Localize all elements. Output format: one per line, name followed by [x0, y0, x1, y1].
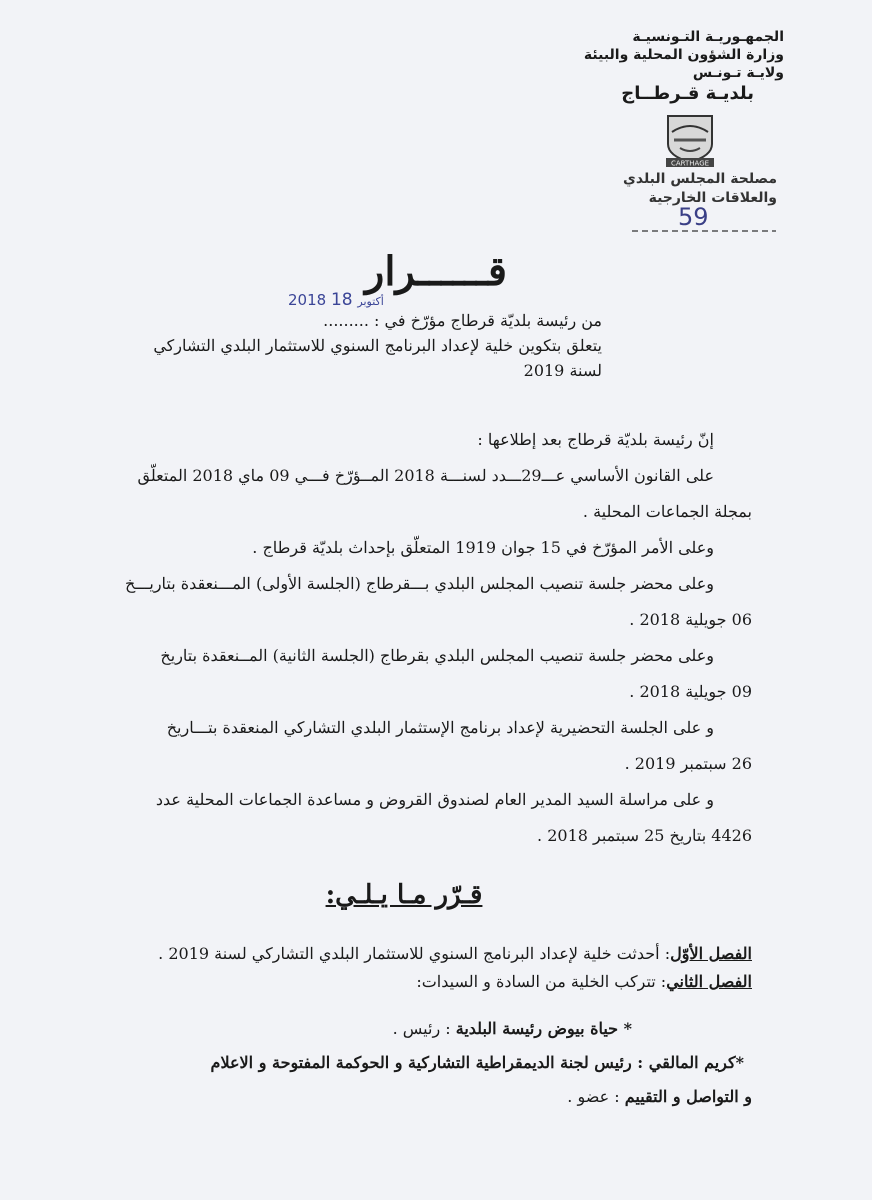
- considerations: [112, 422, 752, 854]
- members-list: [112, 1012, 752, 1114]
- consideration-line: و على الجلسة التحضيرية لإعداد برنامج الإستثمار البلدي التشاركي المنعقدة بتـــاريخ: [166, 718, 714, 737]
- member-2-cont: [112, 1080, 752, 1114]
- member-1: [112, 1012, 752, 1046]
- stamp-day: 18: [330, 290, 353, 310]
- member-2: [112, 1046, 862, 1080]
- consideration-line: على القانون الأساسي عـــ29ـــدد لسنـــة 2018 المــؤرّخ فـــي 09 ماي 2018 المتعلّق: [137, 466, 714, 485]
- stamp-month: أكتوبر: [357, 295, 384, 308]
- governorate-line: ولايـة تـونـس: [692, 65, 784, 81]
- consideration-line: 09 جويلية 2018 .: [629, 682, 752, 701]
- consideration-line: وعلى محضر جلسة تنصيب المجلس البلدي بـــقرطاج (الجلسة الأولى) المـــنعقدة بتاريـــخ: [124, 574, 714, 593]
- article-1-text: : أحدثت خلية لإعداد البرنامج السنوي للاستثمار البلدي التشاركي لسنة 2019 .: [158, 944, 671, 963]
- member-1-name: * حياة بيوض رئيسة البلدية: [455, 1019, 632, 1038]
- carthage-logo: [658, 110, 722, 170]
- service-line-1: مصلحة المجلس البلدي: [623, 171, 777, 187]
- article-2-text: : تتركب الخلية من السادة و السيدات:: [416, 972, 667, 991]
- consideration-line: و على مراسلة السيد المدير العام لصندوق القروض و مساعدة الجماعات المحلية عدد: [155, 790, 714, 809]
- consideration-line: إنّ رئيسة بلديّة قرطاج بعد إطلاعها :: [477, 430, 714, 449]
- consideration-line: وعلى محضر جلسة تنصيب المجلس البلدي بقرطاج (الجلسة الثانية) المــنعقدة بتاريخ: [160, 646, 714, 665]
- consideration-line: بمجلة الجماعات المحلية .: [582, 502, 752, 521]
- decision-heading: قـرّر مـا يـلـي:: [325, 880, 483, 910]
- article-1-label: الفصل الأوّل: [670, 944, 752, 963]
- reference-number-line: [630, 205, 780, 231]
- decree-intro: [122, 308, 602, 383]
- reference-number: 59: [678, 203, 709, 231]
- subject-line-1: يتعلق بتكوين خلية لإعداد البرنامج السنوي للاستثمار البلدي التشاركي: [153, 336, 602, 355]
- municipality-line: بلديـة قـرطــاج: [621, 83, 754, 104]
- stamp-year: 2018: [288, 291, 327, 309]
- member-1-role: : رئيس .: [392, 1019, 451, 1038]
- document-title: قــــــرار: [365, 248, 507, 295]
- service-line-2: والعلاقات الخارجية: [648, 190, 777, 206]
- date-stamp: [288, 290, 384, 310]
- consideration-line: 4426 بتاريخ 25 سبتمبر 2018 .: [537, 826, 752, 845]
- articles: [112, 940, 752, 996]
- article-1: [112, 940, 752, 968]
- subject-line-2: لسنة 2019: [523, 361, 602, 380]
- article-2: [112, 968, 752, 996]
- republic-line: الجمهـوريـة التـونسيـة: [632, 29, 784, 45]
- logo-label: CARTHAGE: [670, 159, 710, 168]
- member-2-role: : عضو .: [567, 1087, 620, 1106]
- member-2-line-2: و التواصل و التقييم: [624, 1087, 752, 1106]
- consideration-line: 06 جويلية 2018 .: [629, 610, 752, 629]
- consideration-line: 26 سبتمبر 2019 .: [624, 754, 752, 773]
- letterhead: [554, 28, 784, 106]
- article-2-label: الفصل الثاني: [666, 972, 752, 991]
- consideration-line: وعلى الأمر المؤرّخ في 15 جوان 1919 المتعلّق بإحداث بلديّة قرطاج .: [252, 538, 714, 557]
- member-2-line-1: *كريم المالقي : رئيس لجنة الديمقراطية التشاركية و الحوكمة المفتوحة و الاعلام: [210, 1053, 744, 1072]
- from-line: من رئيسة بلديّة قرطاج مؤرّخ في : .........: [323, 311, 602, 330]
- ministry-line: وزارة الشؤون المحلية والبيئة: [583, 47, 784, 63]
